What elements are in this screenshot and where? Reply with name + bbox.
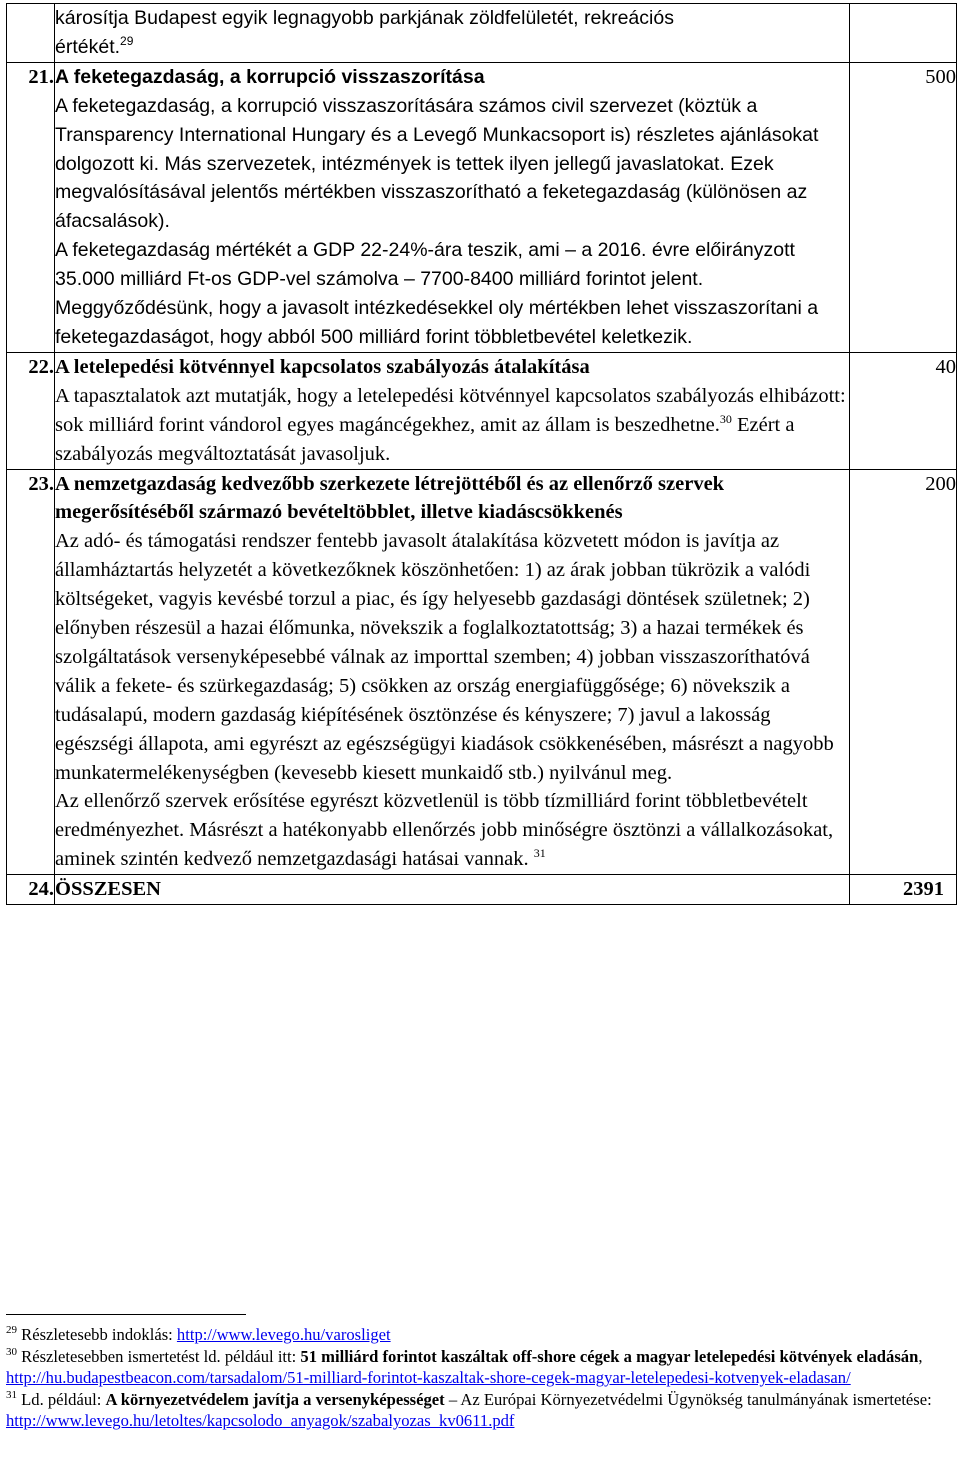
- footnote-divider: [6, 1314, 246, 1315]
- table-row-total: [7, 875, 957, 905]
- row-body: A feketegazdaság mértékét a GDP 22-24%-ára teszik, ami – a 2016. évre előirányzott 35.000 milliárd Ft-os GDP-vel számolva – 7700-8400 milliárd forintot jelent. Meggyőződésünk, hogy a javasolt intézkedésekkel oly mértékben lehet visszaszorítani a feketegazdaságot, hogy abból 500 milliárd forint többletbevétel keletkezik.: [55, 239, 819, 348]
- row-number: 23.: [7, 469, 55, 875]
- table-row: [7, 62, 957, 352]
- footnotes: [6, 1314, 954, 1432]
- row-body: Az ellenőrző szervek erősítése egyrészt közvetlenül is több tízmilliárd forint többletbevételt eredményezhet. Másrészt a hatékonyabb ellenőrzés jobb minőségre ösztönzi a vállalkozásokat, aminek szintén kedvező nemzetgazdasági hatásai vannak. $^{31}$: [55, 790, 834, 871]
- row-amount: 40: [850, 352, 957, 469]
- footnote-31: $^{31}$ Ld. például: A környezetvédelem javítja a versenyképességet – Az Európai Környezetvédelmi Ügynökség tanulmányának ismertetése: http://www.levego.hu/letoltes/kapcsolodo_anyagok/szabalyozas_kv0611.pdf: [6, 1388, 932, 1431]
- row-body: Az adó- és támogatási rendszer fentebb javasolt átalakítása közvetett módon is javítja az államháztartás helyzetét a következőknek köszönhetően: 1) az árak jobban tükrözik a valódi költségeket, vagyis kevésbé torzul a piac, és így helyesebb gazdasági döntések születnek; 2) előnyben részesül a hazai élőmunka, növekszik a foglalkoztatottság; 3) a hazai termékek és szolgáltatások versenyképesebbé válnak az importtal szemben; 4) jobban visszaszoríthatóvá válik a fekete- és szürkegazdaság; 5) csökken az ország energiafüggősége; 6) növekszik a tudásalapú, modern gazdaság kiépítésének ösztönzése és kényszere; 7) javul a lakosság egészségi állapota, ami egyrészt az egészségügyi kiadások csökkenésében, másrészt a nagyobb munkatermelékenységben (kevesebb kiesett munkaidő stb.) nyilvánul meg.: [55, 530, 834, 784]
- row-text: károsítja Budapest egyik legnagyobb parkjának zöldfelületét, rekreációs értékét.$^{29}$: [55, 4, 850, 63]
- row-title: A feketegazdaság, a korrupció visszaszorítása: [55, 65, 485, 88]
- table-row: [7, 4, 957, 63]
- total-label: ÖSSZESEN: [55, 875, 850, 905]
- row-number: 22.: [7, 352, 55, 469]
- footnote-link[interactable]: http://hu.budapestbeacon.com/tarsadalom/51-milliard-forintot-kaszaltak-shore-cegek-magyar-letelepedesi-kotvenyek-eladasan/: [6, 1368, 851, 1388]
- footnote-29: $^{29}$ Részletesebb indoklás: http://www.levego.hu/varosliget: [6, 1324, 391, 1344]
- footnote-ref[interactable]: 31: [533, 846, 546, 861]
- row-amount: 500: [850, 62, 957, 352]
- row-body: A tapasztalatok azt mutatják, hogy a letelepedési kötvénnyel kapcsolatos szabályozás elhibázott: sok milliárd forint vándorol egyes magáncégekhez, amit az állam is beszedhetne.$^{30}$ Ezért a szabályozás megváltoztatását javasoljuk.: [55, 384, 846, 465]
- footnote-30: $^{30}$ Részletesebben ismertetést ld. például itt: 51 milliárd forintot kaszáltak off-shore cégek a magyar letelepedési kötvények eladásán, http://hu.budapestbeacon.com/tarsadalom/51-milliard-forintot-kaszaltak-shore-cegek-magyar-letelepedesi-kotvenyek-eladasan/: [6, 1345, 923, 1388]
- footnote-ref[interactable]: 29: [120, 33, 134, 48]
- footnote-ref[interactable]: 30: [719, 411, 732, 426]
- table-row: [7, 469, 957, 875]
- row-number: 24.: [7, 875, 55, 905]
- row-title: A nemzetgazdaság kedvezőbb szerkezete létrejöttéből és az ellenőrző szervek megerősítéséből származó bevételtöbblet, illetve kiadáscsökkenés: [55, 472, 725, 524]
- row-body: A feketegazdaság, a korrupció visszaszorítására számos civil szervezet (köztük a Transparency International Hungary és a Levegő Munkacsoport is) részletes ajánlásokat dolgozott ki. Más szervezetek, intézmények is tettek ilyen jellegű javaslatokat. Ezek megvalósításával jelentős mértékben visszaszorítható a feketegazdaság (különösen az áfacsalások).: [55, 94, 819, 233]
- table-row: [7, 352, 957, 469]
- total-amount: 2391: [850, 875, 957, 905]
- row-number: [7, 4, 55, 63]
- row-title: A letelepedési kötvénnyel kapcsolatos szabályozás átalakítása: [55, 355, 590, 378]
- row-text: [55, 62, 850, 352]
- footnote-link[interactable]: http://www.levego.hu/varosliget: [176, 1325, 391, 1344]
- row-amount: [850, 4, 957, 63]
- budget-proposal-table: [6, 3, 957, 905]
- row-number: 21.: [7, 62, 55, 352]
- row-text: [55, 352, 850, 469]
- row-amount: 200: [850, 469, 957, 875]
- footnote-link[interactable]: http://www.levego.hu/letoltes/kapcsolodo_anyagok/szabalyozas_kv0611.pdf: [6, 1411, 515, 1431]
- row-text: [55, 469, 850, 875]
